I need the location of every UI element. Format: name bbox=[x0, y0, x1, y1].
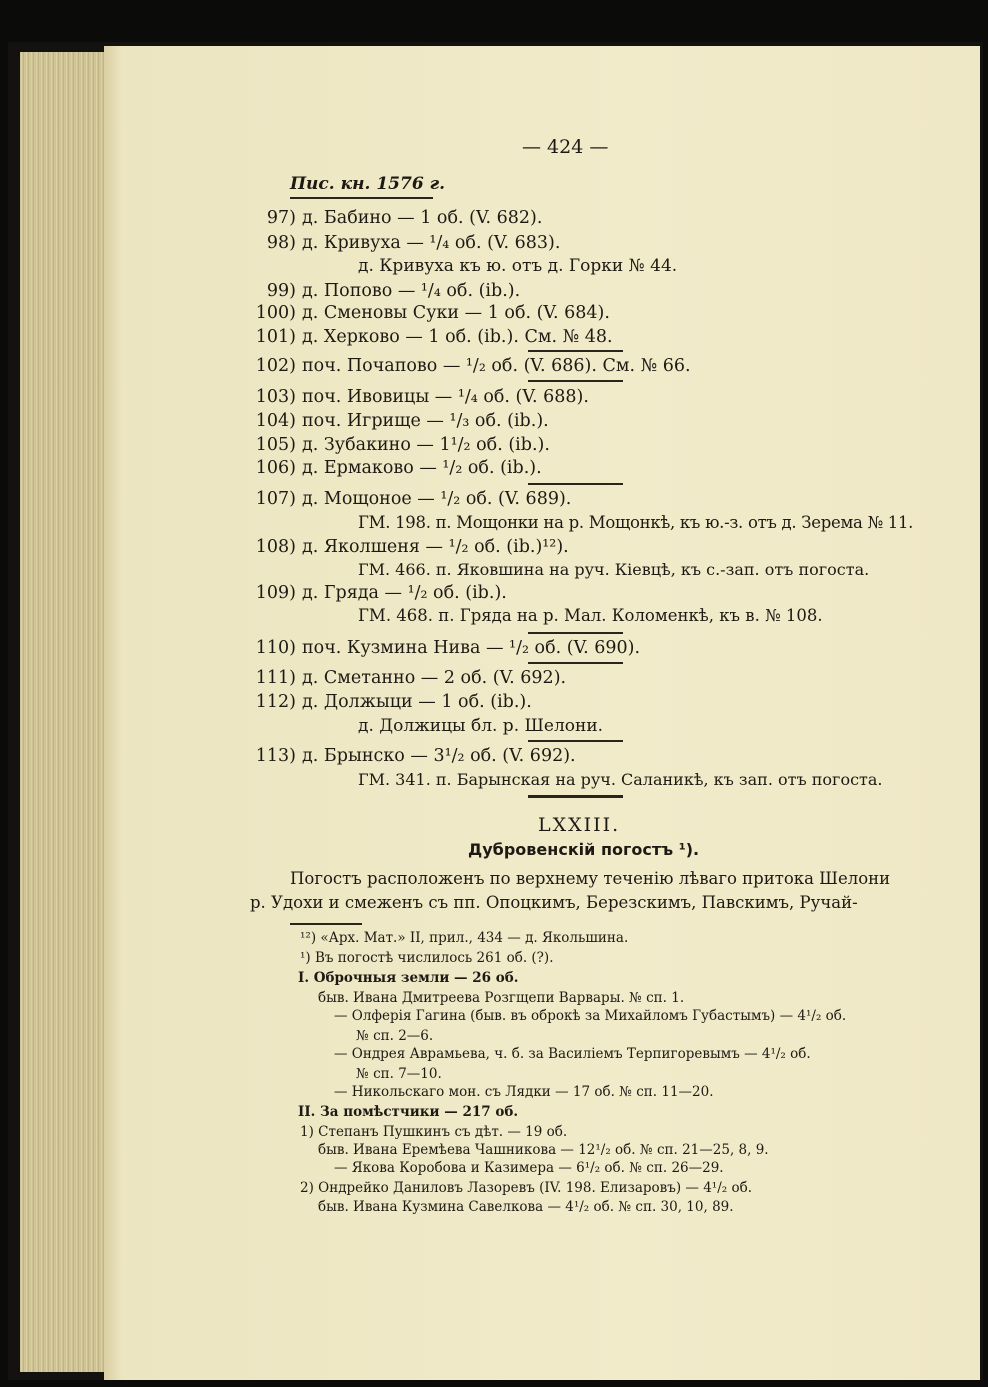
footnote-line: № сп. 7—10. bbox=[356, 1066, 442, 1082]
divider-rule bbox=[528, 483, 623, 485]
entry-text: поч. Ивовицы — ¹/₄ об. (V. 688). bbox=[302, 387, 589, 407]
section-title: Дубровенскій погостъ ¹). bbox=[468, 840, 700, 859]
entry-text: поч. Почапово — ¹/₂ об. (V. 686). См. № 66. bbox=[302, 356, 691, 376]
divider-rule bbox=[528, 380, 623, 382]
footnote-line: быв. Ивана Дмитреева Розгщепи Варвары. № сп. 1. bbox=[318, 990, 685, 1006]
entry-number: 102) bbox=[255, 356, 296, 376]
entry-number: 109) bbox=[255, 583, 296, 603]
entry-text: д. Кривуха — ¹/₄ об. (V. 683). bbox=[302, 233, 561, 253]
entry-text: д. Сменовы Суки — 1 об. (V. 684). bbox=[302, 303, 610, 323]
footnote-line: 2) Ондрейко Даниловъ Лазоревъ (IV. 198. Елизаровъ) — 4¹/₂ об. bbox=[300, 1180, 752, 1196]
entry-text: д. Сметанно — 2 об. (V. 692). bbox=[302, 668, 567, 688]
running-header: Пис. кн. 1576 г. bbox=[290, 174, 446, 194]
section-number: LXXIII. bbox=[538, 814, 621, 836]
header-underline bbox=[290, 197, 433, 199]
entry-text: д. Ермаково — ¹/₂ об. (ib.). bbox=[302, 458, 542, 478]
entry-text: д. Гряда — ¹/₂ об. (ib.). bbox=[302, 583, 507, 603]
entry-note: д. Кривуха къ ю. отъ д. Горки № 44. bbox=[358, 256, 678, 276]
entry-text: д. Брынско — 3¹/₂ об. (V. 692). bbox=[302, 746, 576, 766]
entry-number: 98) bbox=[266, 233, 296, 253]
footnote-line: быв. Ивана Еремѣева Чашникова — 12¹/₂ об. № сп. 21—25, 8, 9. bbox=[318, 1142, 769, 1158]
entry-number: 106) bbox=[255, 458, 296, 478]
footnote-line: быв. Ивана Кузмина Савелкова — 4¹/₂ об. № сп. 30, 10, 89. bbox=[318, 1199, 734, 1215]
entry-number: 97) bbox=[266, 208, 296, 228]
entry-text: д. Мощоное — ¹/₂ об. (V. 689). bbox=[302, 489, 572, 509]
entry-number: 110) bbox=[255, 638, 296, 658]
entry-text: поч. Игрище — ¹/₃ об. (ib.). bbox=[302, 411, 549, 431]
entry-text: поч. Кузмина Нива — ¹/₂ об. (V. 690). bbox=[302, 638, 641, 658]
entry-text: д. Попово — ¹/₄ об. (ib.). bbox=[302, 281, 521, 301]
entry-number: 105) bbox=[255, 435, 296, 455]
entry-number: 101) bbox=[255, 327, 296, 347]
footnote-line: — Олферія Гагина (быв. въ оброкѣ за Михайломъ Губастымъ) — 4¹/₂ об. bbox=[334, 1008, 847, 1024]
divider-rule bbox=[528, 632, 623, 634]
entry-number: 112) bbox=[255, 692, 296, 712]
entry-text: д. Зубакино — 1¹/₂ об. (ib.). bbox=[302, 435, 550, 455]
section-divider bbox=[528, 795, 623, 798]
entry-text: д. Яколшеня — ¹/₂ об. (ib.)¹²). bbox=[302, 537, 569, 557]
entry-number: 107) bbox=[255, 489, 296, 509]
page-number: — 424 — bbox=[522, 136, 609, 158]
entry-text: д. Бабино — 1 об. (V. 682). bbox=[302, 208, 543, 228]
footnote-rule bbox=[290, 923, 362, 925]
footnote-heading: II. За помѣстчики — 217 об. bbox=[298, 1104, 519, 1120]
entry-note: д. Должицы бл. р. Шелони. bbox=[358, 716, 604, 736]
footnote-line: ¹²) «Арх. Мат.» II, прил., 434 — д. Якольшина. bbox=[300, 930, 629, 946]
footnote-line: — Якова Коробова и Казимера — 6¹/₂ об. № сп. 26—29. bbox=[334, 1160, 724, 1176]
entry-text: д. Херково — 1 об. (ib.). См. № 48. bbox=[302, 327, 613, 347]
entry-number: 99) bbox=[266, 281, 296, 301]
paragraph-line: Погостъ расположенъ по верхнему теченію лѣваго притока Шелони bbox=[290, 869, 891, 888]
divider-rule bbox=[528, 662, 623, 664]
entry-note: ГМ. 468. п. Гряда на р. Мал. Коломенкѣ, къ в. № 108. bbox=[358, 606, 823, 625]
footnote-line: — Никольскаго мон. съ Лядки — 17 об. № сп. 11—20. bbox=[334, 1084, 714, 1100]
divider-rule bbox=[528, 350, 623, 352]
paragraph-line: р. Удохи и смеженъ съ пп. Опоцкимъ, Березскимъ, Павскимъ, Ручай- bbox=[250, 893, 858, 912]
footnote-line: — Ондрея Аврамьева, ч. б. за Василіемъ Терпигоревымъ — 4¹/₂ об. bbox=[334, 1046, 811, 1062]
footnote-line: ¹) Въ погостѣ числилось 261 об. (?). bbox=[300, 950, 554, 966]
entry-number: 104) bbox=[255, 411, 296, 431]
entry-note: ГМ. 198. п. Мощонки на р. Мощонкѣ, къ ю.-з. отъ д. Зерема № 11. bbox=[358, 513, 914, 532]
entry-number: 103) bbox=[255, 387, 296, 407]
footnote-heading: I. Оброчныя земли — 26 об. bbox=[298, 970, 519, 986]
divider-rule bbox=[528, 740, 623, 742]
entry-number: 100) bbox=[255, 303, 296, 323]
entry-number: 113) bbox=[255, 746, 296, 766]
entry-note: ГМ. 341. п. Барынская на руч. Саланикѣ, къ зап. отъ погоста. bbox=[358, 770, 883, 789]
entry-text: д. Должыци — 1 об. (ib.). bbox=[302, 692, 532, 712]
footnote-line: 1) Степанъ Пушкинъ съ дѣт. — 19 об. bbox=[300, 1124, 568, 1140]
footnote-line: № сп. 2—6. bbox=[356, 1028, 434, 1044]
entry-number: 111) bbox=[255, 668, 296, 688]
entry-note: ГМ. 466. п. Яковшина на руч. Кіевцѣ, къ с.-зап. отъ погоста. bbox=[358, 560, 870, 579]
entry-number: 108) bbox=[255, 537, 296, 557]
page-edges bbox=[20, 52, 112, 1372]
